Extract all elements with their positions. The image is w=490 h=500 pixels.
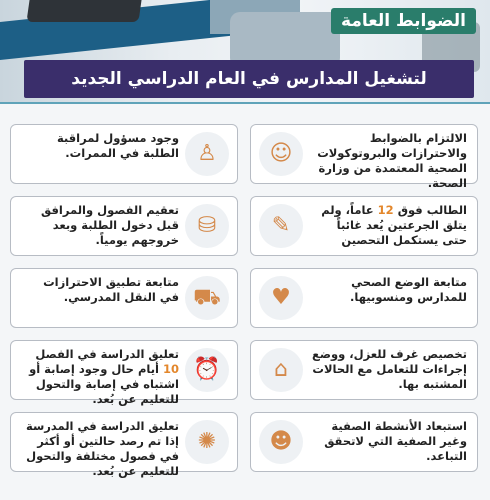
rule-card (10, 340, 238, 406)
rule-text: متابعة الوضع الصحي للمدارس ومنسوبيها. (350, 275, 467, 304)
rule-text: وجود مسؤول لمراقبة الطلبة في الممرات. (56, 131, 179, 160)
face-mask-icon: ☺ (259, 132, 303, 176)
rule-text: تعقيم الفصول والمرافق قبل دخول الطلبة وبعد خروجهم يومياً. (41, 203, 179, 247)
section-label: الضوابط العامة (331, 8, 476, 34)
rule-text: الطالب فوق 12 عاماً، ولم يتلق الجرعتين يُعد غائباً حتى يستكمل التحصين (321, 203, 467, 247)
page-title: لتشغيل المدارس في العام الدراسي الجديد (24, 60, 474, 98)
rule-text: الالتزام بالضوابط والاحترازات والبروتوكولات الصحية المعتمدة من وزارة الصحة. (317, 131, 467, 190)
rule-card (250, 268, 478, 328)
divider (0, 102, 490, 104)
rule-card (10, 268, 238, 328)
rule-card (250, 196, 478, 256)
isolation-room-icon: ⌂ (259, 348, 303, 392)
laptop-image (26, 0, 141, 22)
rule-card (10, 412, 238, 478)
syringe-icon: ✎ (259, 204, 303, 248)
group-icon: ☻ (259, 420, 303, 464)
school-bus-icon: ⛟ (185, 276, 229, 320)
supervisor-icon: ♙ (185, 132, 229, 176)
rule-text: استبعاد الأنشطة الصفية وغير الصفية التي لاتحقق التباعد. (324, 419, 467, 463)
rule-text: متابعة تطبيق الاحترازات في النقل المدرسي. (43, 275, 179, 304)
rule-text: تعليق الدراسة في المدرسة إذا تم رصد حالتين أو أكثر في فصول مختلفة والتحول للتعليم عن بُعد. (25, 419, 179, 478)
rule-card (10, 196, 238, 256)
alarm-clock-icon: ⏰ (185, 348, 229, 392)
rule-card (250, 412, 478, 472)
virus-icon: ✺ (185, 420, 229, 464)
rule-text: تخصيص غرف للعزل، ووضع إجراءات للتعامل مع الحالات المشتبه بها. (312, 347, 467, 391)
heartbeat-icon: ♥ (259, 276, 303, 320)
header-banner (0, 0, 490, 104)
rule-card (250, 340, 478, 400)
rule-card (250, 124, 478, 190)
rule-text: تعليق الدراسة في الفصل 10 أيام حال وجود إصابة أو اشتباه في إصابة والتحول للتعليم عن بُعد. (29, 347, 179, 406)
rule-card (10, 124, 238, 184)
sanitizer-icon: ⛁ (185, 204, 229, 248)
